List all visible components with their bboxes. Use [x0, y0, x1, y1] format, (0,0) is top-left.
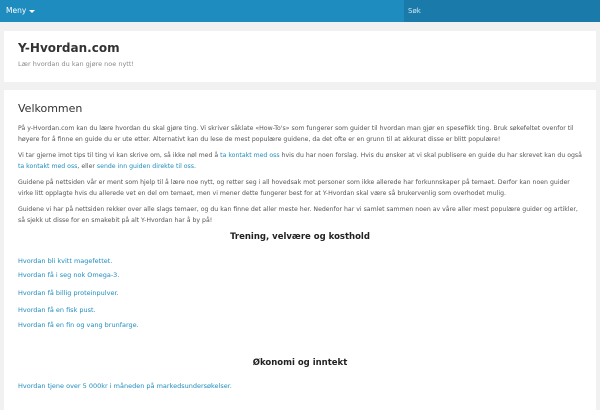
contact-text-4: .	[194, 162, 196, 170]
contact-paragraph	[18, 151, 584, 172]
top-navigation-bar	[0, 0, 600, 22]
intro-paragraph: På y-Hvordan.com kan du lære hvordan du skal gjøre ting. Vi skriver såklate «How-To's» som fungerer som guider til hvordan man gjør en spesefikk ting. Bruk søkefeltet ovenfor til høyere for å finne en guide du er ute etter. Alternativt kan du lese de mest populære guidene, da det ofte er en grunn til at akkurat disse er blitt populære!	[18, 125, 574, 143]
menu-label: Meny	[6, 6, 27, 15]
guide-link[interactable]: Hvordan få en fisk pust.	[18, 306, 96, 314]
guide-link[interactable]: Hvordan bli kvitt magefettet.	[18, 257, 113, 265]
guide-link[interactable]: Hvordan tjene over 5 000kr i måneden på markedsundersøkelser.	[18, 382, 232, 390]
page-title: Velkommen	[18, 102, 83, 115]
site-title[interactable]: Y-Hvordan.com	[18, 41, 120, 55]
section-heading-health: Trening, velvære og kosthold	[230, 232, 370, 242]
section-heading-economy: Økonomi og inntekt	[252, 358, 348, 368]
popular-paragraph: Guidene vi har på nettsiden rekker over alle slags temaer, og du kan finne det aller meste her. Nedenfor har vi samlet sammen noen av våre aller mest populære guider og artikler, så sjekk ut disse for en smakebit på alt Y-Hvordan har å by på!	[18, 206, 578, 224]
search-box	[404, 0, 600, 22]
submit-guide-link[interactable]: sende inn guiden direkte til oss	[96, 162, 195, 170]
contact-link[interactable]: ta kontakt med oss	[220, 152, 280, 159]
contact-text-1: Vi tar gjerne imot tips til ting vi kan skrive om, så ikke nøl med å	[18, 152, 221, 159]
menu-toggle-button[interactable]	[6, 0, 35, 22]
contact-link-2[interactable]: ta kontakt med oss	[18, 162, 78, 170]
contact-text-3: , eller	[77, 162, 97, 170]
guide-link[interactable]: Hvordan få billig proteinpulver.	[18, 289, 119, 297]
guide-link[interactable]: Hvordan få i seg nok Omega-3.	[18, 271, 120, 279]
contact-text-2: hvis du har noen forslag. Hvis du ønsker at vi skal publisere en guide du har skrevet kan du også	[279, 152, 582, 159]
main-content	[4, 90, 596, 410]
chevron-down-icon	[29, 10, 35, 13]
site-description: Lær hvordan du kan gjøre noe nytt!	[18, 60, 135, 68]
site-header	[4, 31, 596, 82]
search-input[interactable]	[408, 3, 594, 19]
guides-paragraph: Guidene på nettsiden vår er ment som hjelp til å lære noe nytt, og retter seg i all hovedsak mot personer som ikke allerede har forkunnskaper på temaet. Derfor kan noen guider virke litt opplagte hvis du allerede vet en del om temaet, men vi mener dette fungerer best for at Y-Hvordan skal være så brukervenlig som overhodet mulig.	[18, 179, 570, 197]
guide-link[interactable]: Hvordan få en fin og vang brunfarge.	[18, 321, 139, 329]
